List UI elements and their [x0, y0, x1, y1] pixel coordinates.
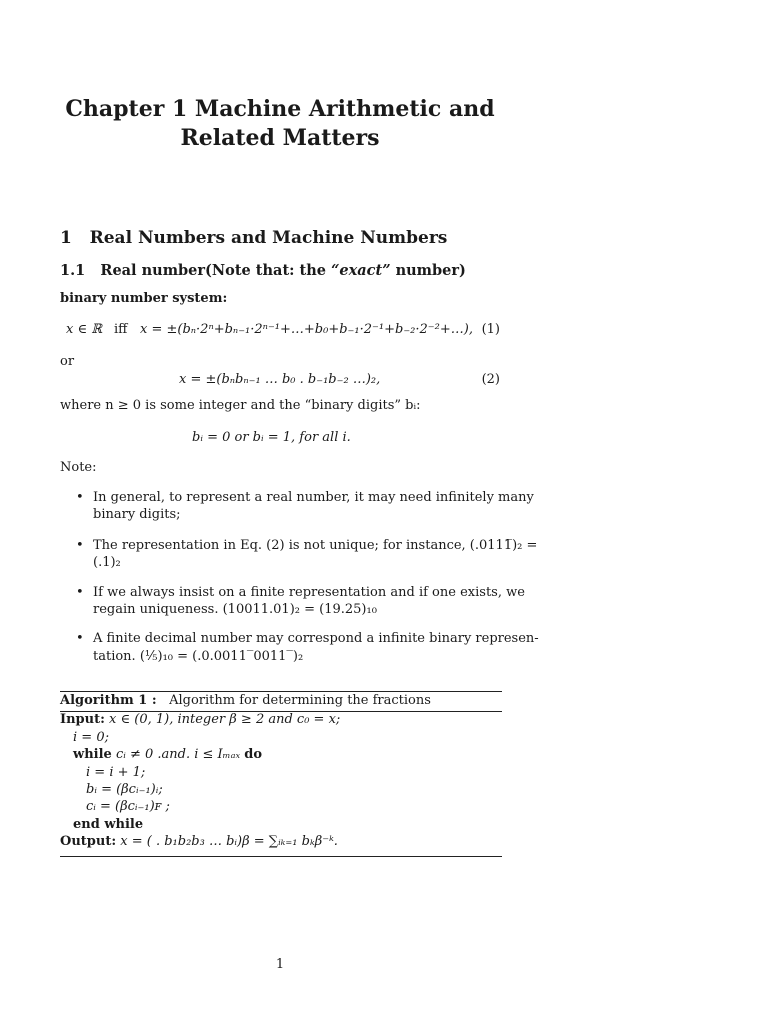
subsection-title-emph: “exact” [331, 262, 391, 279]
algorithm-input-line [60, 712, 340, 727]
note-item-4-line1: A finite decimal number may correspond a infinite binary represen- [93, 631, 539, 646]
subsection-number: 1.1 [60, 262, 86, 279]
algorithm-output-line [60, 834, 338, 849]
eq3: bᵢ = 0 or bᵢ = 1, for all i. [192, 430, 351, 445]
while-condition: cᵢ ≠ 0 .and. i ≤ Iₘₐₓ [115, 747, 241, 762]
note-item-4-line2: tation. (⅕)₁₀ = (.0.0011‾0011‾)₂ [93, 649, 304, 664]
while-keyword: while [73, 747, 112, 762]
algorithm-line-increment: i = i + 1; [86, 765, 146, 780]
eq1-rhs: x = ±(bₙ·2ⁿ+bₙ₋₁·2ⁿ⁻¹+…+b₀+b₋₁·2⁻¹+b₋₂·2⁻²+…), [140, 322, 473, 337]
chapter-title-line1: Chapter 1 Machine Arithmetic and [65, 96, 495, 122]
bullet-dot: • [76, 585, 84, 600]
algorithm-line-ci: cᵢ = (βcᵢ₋₁)ꜰ ; [86, 799, 170, 814]
bullet-dot: • [76, 490, 84, 505]
page-number: 1 [275, 957, 285, 972]
algorithm-label: Algorithm 1 : [60, 693, 157, 708]
subsection-title-prefix: Real number(Note that: the [100, 262, 332, 279]
subsection-title-suffix: number) [390, 262, 466, 279]
note-label: Note: [60, 460, 97, 475]
eq2-number: (2) [481, 372, 500, 387]
subsection-heading [60, 262, 466, 279]
or-text: or [60, 354, 75, 369]
algorithm-output-keyword: Output: [60, 834, 117, 849]
algorithm-bottom-rule [60, 856, 502, 857]
section-number: 1 [60, 228, 72, 248]
algorithm-input-text: x ∈ (0, 1), integer β ≥ 2 and c₀ = x; [109, 712, 341, 727]
eq1-number: (1) [481, 322, 500, 337]
eq1-lhs: x ∈ ℝ [66, 322, 103, 337]
note-item-3-line2: regain uniqueness. (10011.01)₂ = (19.25)₁₀ [93, 602, 377, 617]
note-item-2-line1: The representation in Eq. (2) is not unique; for instance, (.0111̅)₂ = [93, 538, 538, 553]
note-item-3-line1: If we always insist on a finite representation and if one exists, we [93, 585, 525, 600]
algorithm-header [60, 693, 431, 708]
do-keyword: do [244, 747, 263, 762]
algorithm-end-while: end while [73, 817, 144, 832]
algorithm-line-bi: bᵢ = (βcᵢ₋₁)ᵢ; [86, 782, 163, 797]
note-item-1-line1: In general, to represent a real number, it may need infinitely many [93, 490, 534, 505]
algorithm-line-while [73, 747, 262, 762]
algorithm-top-rule [60, 691, 502, 692]
section-title: Real Numbers and Machine Numbers [89, 228, 448, 248]
algorithm-line-init: i = 0; [73, 730, 109, 745]
section-heading [60, 228, 447, 248]
algorithm-input-keyword: Input: [60, 712, 105, 727]
bullet-dot: • [76, 631, 84, 646]
algorithm-caption: Algorithm for determining the fractions [169, 693, 431, 708]
note-item-1-line2: binary digits; [93, 507, 181, 522]
algorithm-output-text: x = ( . b₁b₂b₃ … bᵢ)β = ∑ᵢₖ₌₁ bₖβ⁻ᵏ. [120, 834, 338, 849]
where-text: where n ≥ 0 is some integer and the “binary digits” bᵢ: [60, 398, 421, 413]
binary-heading: binary number system: [60, 291, 228, 306]
eq2-rhs: x = ±(bₙbₙ₋₁ … b₀ . b₋₁b₋₂ …)₂, [179, 372, 381, 387]
note-item-2-line2: (.1)₂ [93, 555, 121, 570]
bullet-dot: • [76, 538, 84, 553]
chapter-title-line2: Related Matters [180, 125, 380, 151]
eq1-iff: iff [114, 322, 128, 337]
